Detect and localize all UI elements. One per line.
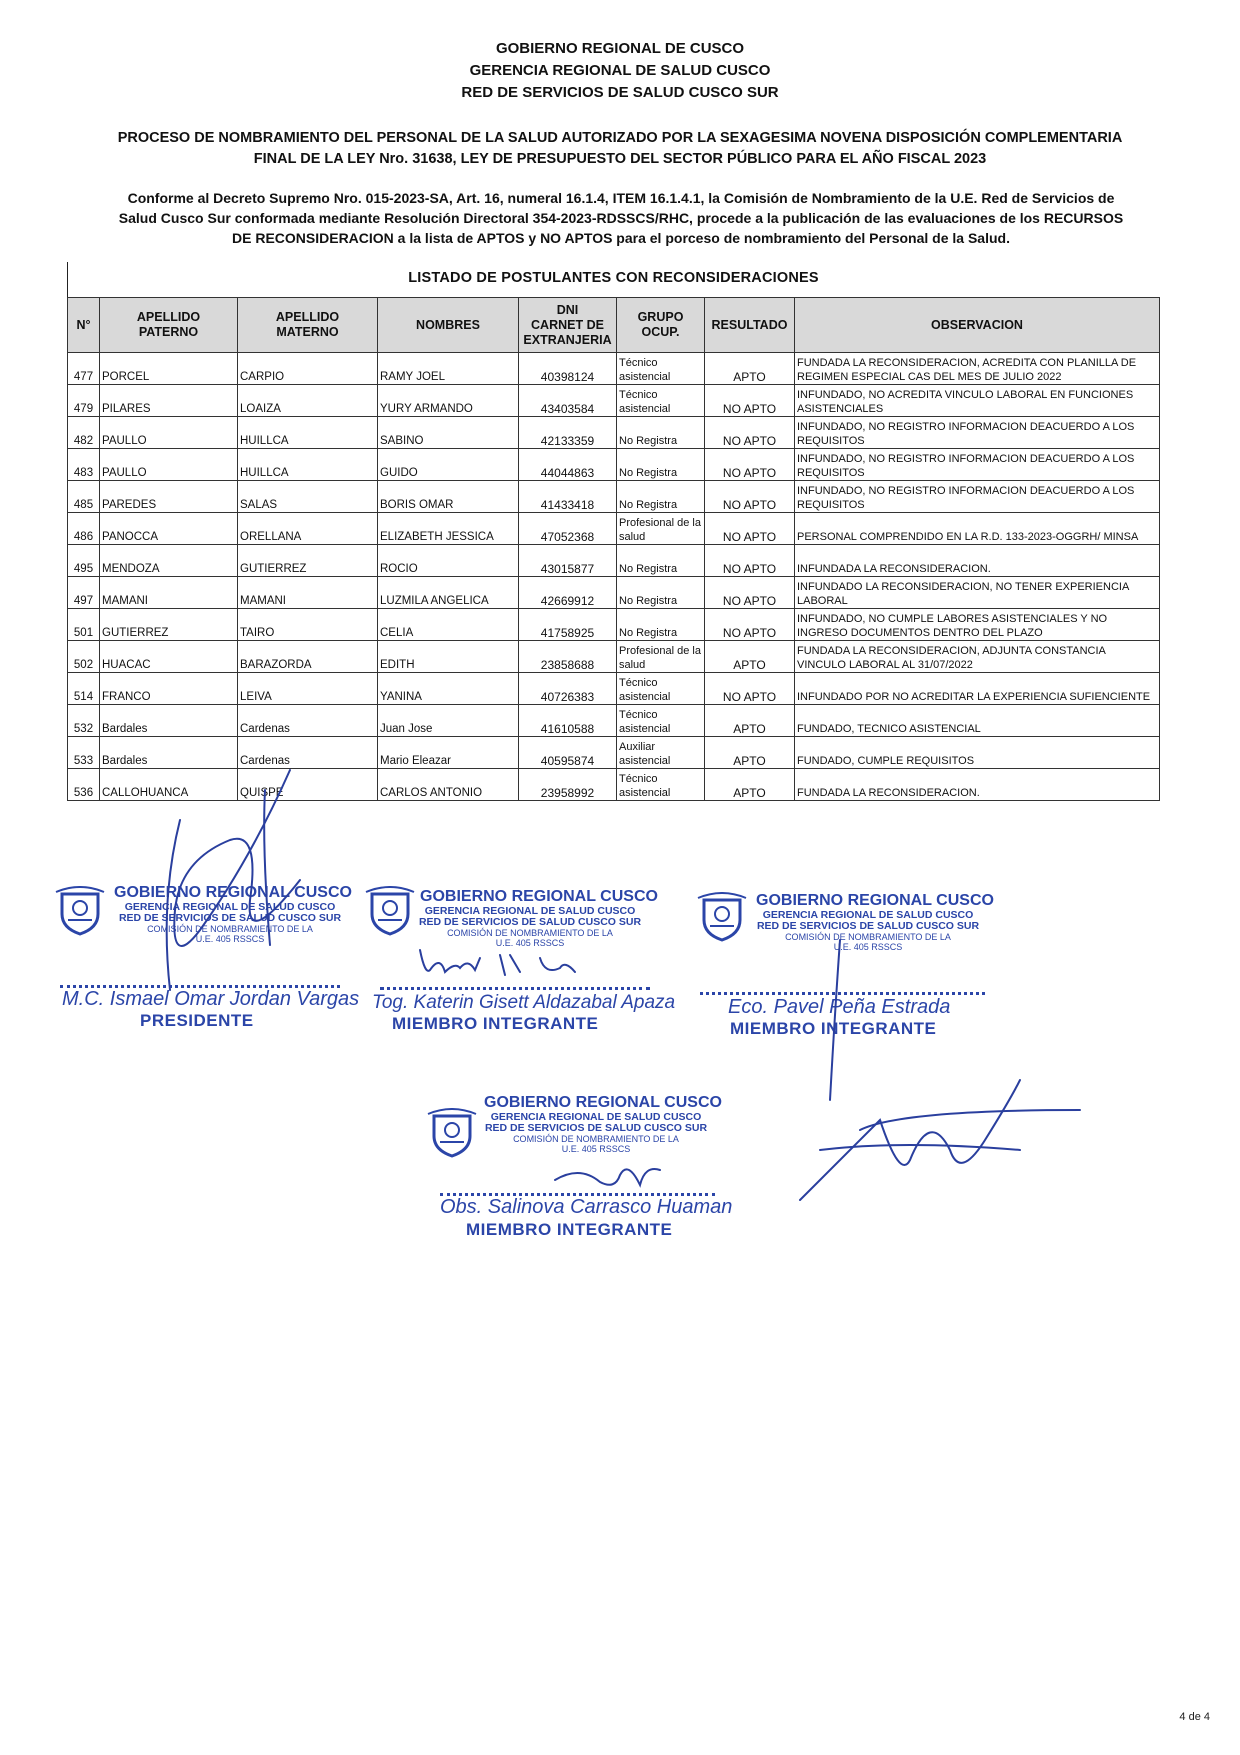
table-row [68, 769, 1160, 801]
signature-member-1 [420, 950, 575, 975]
col-header-grupo: GRUPO OCUP. [617, 298, 705, 353]
cell-paterno: PANOCCA [100, 513, 238, 545]
cell-dni: 41433418 [519, 481, 617, 513]
cell-grupo: No Registra [617, 449, 705, 481]
table-title: LISTADO DE POSTULANTES CON RECONSIDERACIONES [408, 270, 819, 286]
cell-nombres: EDITH [378, 641, 519, 673]
cell-paterno: FRANCO [100, 673, 238, 705]
signer-role: MIEMBRO INTEGRANTE [392, 1014, 599, 1033]
page-number: 4 de 4 [1179, 1711, 1210, 1723]
header-line-2: GERENCIA REGIONAL DE SALUD CUSCO [469, 62, 771, 79]
col-header-dni: DNI CARNET DE EXTRANJERIA [519, 298, 617, 353]
stamp-org: GOBIERNO REGIONAL CUSCO [114, 884, 352, 901]
cell-n: 536 [68, 769, 100, 801]
table-row [68, 705, 1160, 737]
cell-nombres: ELIZABETH JESSICA [378, 513, 519, 545]
cell-n: 533 [68, 737, 100, 769]
table-row [68, 417, 1160, 449]
table-row [68, 609, 1160, 641]
cell-dni: 23858688 [519, 641, 617, 673]
table-row [68, 385, 1160, 417]
cell-nombres: YANINA [378, 673, 519, 705]
signature-member-2 [800, 940, 1080, 1200]
cell-resultado: NO APTO [705, 449, 795, 481]
cell-n: 495 [68, 545, 100, 577]
cell-paterno: PILARES [100, 385, 238, 417]
col-header-nombres: NOMBRES [378, 298, 519, 353]
cell-grupo: Auxiliar asistencial [617, 737, 705, 769]
stamp-line-3: COMISIÓN DE NOMBRAMIENTO DE LA [785, 932, 951, 942]
cell-grupo: Profesional de la salud [617, 641, 705, 673]
cell-nombres: Mario Eleazar [378, 737, 519, 769]
col-header-n: N° [68, 298, 100, 353]
cell-materno: HUILLCA [238, 417, 378, 449]
table-row [68, 513, 1160, 545]
cell-materno: ORELLANA [238, 513, 378, 545]
stamp-org: GOBIERNO REGIONAL CUSCO [484, 1094, 722, 1111]
cell-grupo: Técnico asistencial [617, 769, 705, 801]
cell-materno: Cardenas [238, 705, 378, 737]
cell-observacion: FUNDADO, CUMPLE REQUISITOS [795, 737, 1160, 769]
cell-nombres: Juan Jose [378, 705, 519, 737]
table-row [68, 545, 1160, 577]
cell-resultado: NO APTO [705, 513, 795, 545]
cell-observacion: INFUNDADO POR NO ACREDITAR LA EXPERIENCIA SUFIENCIENTE [795, 673, 1160, 705]
cell-resultado: APTO [705, 737, 795, 769]
signature-member-3 [555, 1169, 660, 1185]
stamp-line-2: RED DE SERVICIOS DE SALUD CUSCO SUR [756, 920, 980, 932]
cell-materno: QUISPE [238, 769, 378, 801]
cell-paterno: CALLOHUANCA [100, 769, 238, 801]
col-header-observacion: OBSERVACION [795, 298, 1160, 353]
stamp-org: GOBIERNO REGIONAL CUSCO [756, 892, 994, 909]
cell-nombres: CELIA [378, 609, 519, 641]
cell-nombres: CARLOS ANTONIO [378, 769, 519, 801]
stamp-line-3: COMISIÓN DE NOMBRAMIENTO DE LA [447, 928, 613, 938]
cell-materno: TAIRO [238, 609, 378, 641]
cell-resultado: APTO [705, 353, 795, 385]
cell-resultado: NO APTO [705, 385, 795, 417]
table-row [68, 577, 1160, 609]
cell-nombres: GUIDO [378, 449, 519, 481]
stamp-line-2: RED DE SERVICIOS DE SALUD CUSCO SUR [484, 1122, 708, 1134]
cell-dni: 42133359 [519, 417, 617, 449]
cell-materno: HUILLCA [238, 449, 378, 481]
cell-materno: LEIVA [238, 673, 378, 705]
cell-dni: 40726383 [519, 673, 617, 705]
cell-resultado: NO APTO [705, 577, 795, 609]
cell-paterno: MENDOZA [100, 545, 238, 577]
cell-paterno: PORCEL [100, 353, 238, 385]
stamp-line-2: RED DE SERVICIOS DE SALUD CUSCO SUR [418, 916, 642, 928]
cell-grupo: Técnico asistencial [617, 385, 705, 417]
stamp-line-4: U.E. 405 RSSCS [833, 942, 903, 952]
cell-dni: 43015877 [519, 545, 617, 577]
cell-grupo: Profesional de la salud [617, 513, 705, 545]
cell-resultado: NO APTO [705, 545, 795, 577]
stamp-line-1: GERENCIA REGIONAL DE SALUD CUSCO [762, 909, 974, 921]
stamp-line-1: GERENCIA REGIONAL DE SALUD CUSCO [124, 901, 336, 913]
cell-grupo: No Registra [617, 481, 705, 513]
cell-observacion: INFUNDADO, NO REGISTRO INFORMACION DEACUERDO A LOS REQUISITOS [795, 449, 1160, 481]
cell-grupo: Técnico asistencial [617, 673, 705, 705]
stamp-line-4: U.E. 405 RSSCS [561, 1144, 631, 1154]
cell-n: 483 [68, 449, 100, 481]
signer-role: PRESIDENTE [140, 1011, 254, 1030]
col-header-materno: APELLIDO MATERNO [238, 298, 378, 353]
cell-observacion: INFUNDADO, NO REGISTRO INFORMACION DEACUERDO A LOS REQUISITOS [795, 417, 1160, 449]
table-row [68, 641, 1160, 673]
shield-crest-icon [696, 892, 748, 942]
stamp-org: GOBIERNO REGIONAL CUSCO [420, 888, 658, 905]
cell-dni: 44044863 [519, 449, 617, 481]
process-title-line-1: PROCESO DE NOMBRAMIENTO DEL PERSONAL DE LA SALUD AUTORIZADO POR LA SEXAGESIMA NOVENA DISPOSICIÓN COMPLEMENTARIA [117, 130, 1123, 146]
cell-n: 482 [68, 417, 100, 449]
cell-materno: CARPIO [238, 353, 378, 385]
cell-paterno: PAREDES [100, 481, 238, 513]
cell-dni: 41610588 [519, 705, 617, 737]
cell-grupo: No Registra [617, 545, 705, 577]
stamp-line-2: RED DE SERVICIOS DE SALUD CUSCO SUR [118, 912, 342, 924]
cell-paterno: HUACAC [100, 641, 238, 673]
stamp-line-4: U.E. 405 RSSCS [495, 938, 565, 948]
cell-observacion: FUNDADA LA RECONSIDERACION, ADJUNTA CONSTANCIA VINCULO LABORAL AL 31/07/2022 [795, 641, 1160, 673]
cell-materno: Cardenas [238, 737, 378, 769]
shield-crest-icon [426, 1108, 478, 1158]
cell-n: 497 [68, 577, 100, 609]
cell-grupo: No Registra [617, 417, 705, 449]
cell-nombres: RAMY JOEL [378, 353, 519, 385]
stamp-line-3: COMISIÓN DE NOMBRAMIENTO DE LA [147, 924, 313, 934]
cell-observacion: INFUNDADA LA RECONSIDERACION. [795, 545, 1160, 577]
cell-observacion: INFUNDADO, NO REGISTRO INFORMACION DEACUERDO A LOS REQUISITOS [795, 481, 1160, 513]
conforme-line-1: Conforme al Decreto Supremo Nro. 015-2023-SA, Art. 16, numeral 16.1.4, ITEM 16.1.4.1, la Comisión de Nombramiento de la U.E. Red de Servicios de [127, 190, 1115, 206]
signer-role: MIEMBRO INTEGRANTE [466, 1220, 673, 1239]
cell-resultado: APTO [705, 705, 795, 737]
cell-grupo: Técnico asistencial [617, 353, 705, 385]
stamp-line-1: GERENCIA REGIONAL DE SALUD CUSCO [490, 1111, 702, 1123]
cell-n: 485 [68, 481, 100, 513]
cell-nombres: SABINO [378, 417, 519, 449]
cell-nombres: ROCIO [378, 545, 519, 577]
cell-n: 501 [68, 609, 100, 641]
cell-paterno: Bardales [100, 737, 238, 769]
signature-president [167, 770, 300, 990]
header-line-1: GOBIERNO REGIONAL DE CUSCO [495, 40, 745, 57]
table-row [68, 737, 1160, 769]
cell-dni: 23958992 [519, 769, 617, 801]
cell-dni: 42669912 [519, 577, 617, 609]
signer-name: Tog. Katerin Gisett Aldazabal Apaza [372, 992, 676, 1013]
cell-n: 514 [68, 673, 100, 705]
cell-grupo: No Registra [617, 609, 705, 641]
cell-dni: 40398124 [519, 353, 617, 385]
cell-n: 479 [68, 385, 100, 417]
cell-paterno: Bardales [100, 705, 238, 737]
header-line-3: RED DE SERVICIOS DE SALUD CUSCO SUR [461, 84, 779, 101]
cell-observacion: INFUNDADO, NO CUMPLE LABORES ASISTENCIALES Y NO INGRESO DOCUMENTOS DENTRO DEL PLAZO [795, 609, 1160, 641]
cell-grupo: Técnico asistencial [617, 705, 705, 737]
signer-name: Obs. Salinova Carrasco Huaman [440, 1196, 733, 1218]
cell-nombres: BORIS OMAR [378, 481, 519, 513]
cell-materno: MAMANI [238, 577, 378, 609]
cell-paterno: PAULLO [100, 449, 238, 481]
col-header-resultado: RESULTADO [705, 298, 795, 353]
cell-dni: 47052368 [519, 513, 617, 545]
cell-observacion: INFUNDADO, NO ACREDITA VINCULO LABORAL EN FUNCIONES ASISTENCIALES [795, 385, 1160, 417]
stamp-line-1: GERENCIA REGIONAL DE SALUD CUSCO [424, 905, 636, 917]
cell-n: 532 [68, 705, 100, 737]
cell-materno: LOAIZA [238, 385, 378, 417]
cell-observacion: PERSONAL COMPRENDIDO EN LA R.D. 133-2023-OGGRH/ MINSA [795, 513, 1160, 545]
table-row [68, 449, 1160, 481]
cell-n: 502 [68, 641, 100, 673]
cell-resultado: NO APTO [705, 673, 795, 705]
process-title [70, 128, 1170, 170]
cell-materno: GUTIERREZ [238, 545, 378, 577]
signer-role: MIEMBRO INTEGRANTE [730, 1019, 937, 1038]
process-title-line-2: FINAL DE LA LEY Nro. 31638, LEY DE PRESUPUESTO DEL SECTOR PÚBLICO PARA EL AÑO FISCAL 2023 [253, 151, 987, 167]
cell-observacion: FUNDADA LA RECONSIDERACION. [795, 769, 1160, 801]
cell-resultado: NO APTO [705, 481, 795, 513]
cell-nombres: LUZMILA ANGELICA [378, 577, 519, 609]
document-header [0, 38, 1240, 104]
cell-materno: SALAS [238, 481, 378, 513]
postulantes-table [67, 297, 1160, 801]
cell-nombres: YURY ARMANDO [378, 385, 519, 417]
table-row [68, 673, 1160, 705]
cell-observacion: FUNDADA LA RECONSIDERACION, ACREDITA CON PLANILLA DE REGIMEN ESPECIAL CAS DEL MES DE JULIO 2022 [795, 353, 1160, 385]
shield-crest-icon [54, 886, 106, 936]
cell-dni: 43403584 [519, 385, 617, 417]
table-header-row [68, 298, 1160, 353]
signer-name: M.C. Ismael Omar Jordan Vargas [62, 988, 360, 1010]
cell-resultado: NO APTO [705, 609, 795, 641]
conforme-paragraph [66, 188, 1176, 248]
cell-materno: BARAZORDA [238, 641, 378, 673]
col-header-paterno: APELLIDO PATERNO [100, 298, 238, 353]
cell-paterno: GUTIERREZ [100, 609, 238, 641]
cell-dni: 41758925 [519, 609, 617, 641]
stamp-line-4: U.E. 405 RSSCS [195, 934, 265, 944]
signature-line [380, 987, 650, 990]
cell-grupo: No Registra [617, 577, 705, 609]
conforme-line-3: DE RECONSIDERACION a la lista de APTOS y NO APTOS para el porceso de nombramiento del Personal de la Salud. [232, 230, 1010, 246]
cell-resultado: APTO [705, 769, 795, 801]
cell-resultado: NO APTO [705, 417, 795, 449]
cell-n: 486 [68, 513, 100, 545]
signer-name: Eco. Pavel Peña Estrada [728, 996, 951, 1018]
cell-observacion: FUNDADO, TECNICO ASISTENCIAL [795, 705, 1160, 737]
signature-line [700, 992, 985, 995]
stamp-line-3: COMISIÓN DE NOMBRAMIENTO DE LA [513, 1134, 679, 1144]
table-row [68, 353, 1160, 385]
table-row [68, 481, 1160, 513]
cell-resultado: APTO [705, 641, 795, 673]
cell-observacion: INFUNDADO LA RECONSIDERACION, NO TENER EXPERIENCIA LABORAL [795, 577, 1160, 609]
cell-dni: 40595874 [519, 737, 617, 769]
cell-paterno: MAMANI [100, 577, 238, 609]
cell-paterno: PAULLO [100, 417, 238, 449]
shield-crest-icon [364, 886, 416, 936]
cell-n: 477 [68, 353, 100, 385]
conforme-line-2: Salud Cusco Sur conformada mediante Resolución Directoral 354-2023-RDSSCS/RHC, procede a la publicación de las evaluaciones de los RECURSOS [118, 210, 1124, 226]
